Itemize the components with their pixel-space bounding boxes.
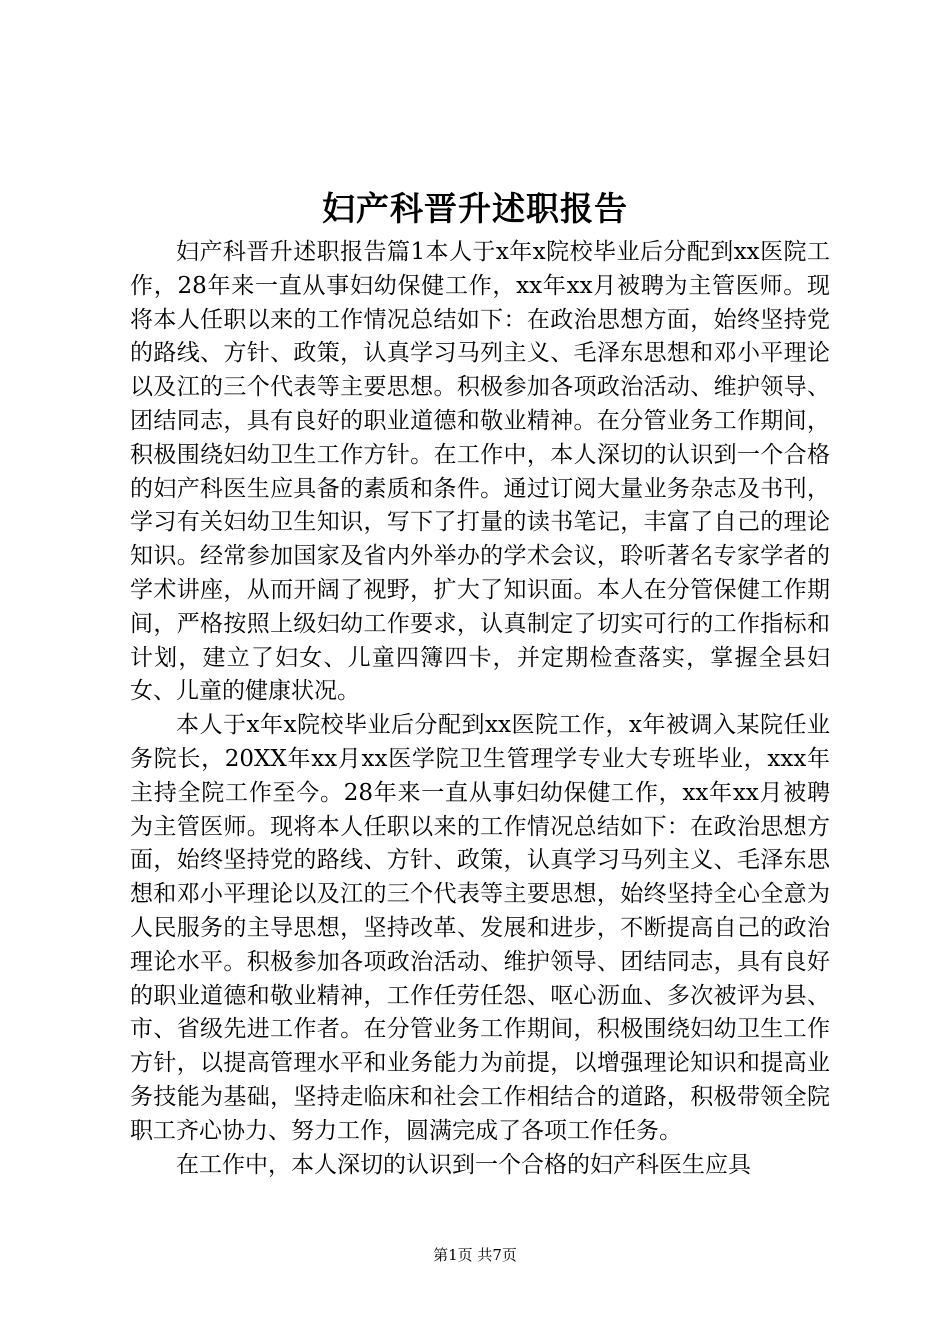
- page-footer: 第1页 共7页: [433, 1246, 517, 1264]
- paragraph-1: 妇产科晋升述职报告篇1本人于x年x院校毕业后分配到xx医院工作，28年来一直从事妇幼保健工作，xx年xx月被聘为主管医师。现将本人任职以来的工作情况总结如下：在政治思想方面，始终坚持党的路线、方针、政策，认真学习马列主义、毛泽东思想和邓小平理论以及江的三个代表等主要思想。积极参加各项政治活动、维护领导、团结同志，具有良好的职业道德和敬业精神。在分管业务工作期间，积极围绕妇幼卫生工作方针。在工作中，本人深切的认识到一个合格的妇产科医生应具备的素质和条件。通过订阅大量业务杂志及书刊，学习有关妇幼卫生知识，写下了打量的读书笔记，丰富了自己的理论知识。经常参加国家及省内外举办的学术会议，聆听著名专家学者的学术讲座，从而开阔了视野，扩大了知识面。本人在分管保健工作期间，严格按照上级妇幼工作要求，认真制定了切实可行的工作指标和计划，建立了妇女、儿童四簿四卡，并定期检查落实，掌握全县妇女、儿童的健康状况。: [130, 239, 830, 705]
- document-title: 妇产科晋升述职报告: [322, 189, 628, 228]
- paragraph-2: 本人于x年x院校毕业后分配到xx医院工作，x年被调入某院任业务院长，20XX年xx月xx医学院卫生管理学专业大专班毕业，xxx年主持全院工作至今。28年来一直从事妇幼保健工作，xx年xx月被聘为主管医师。现将本人任职以来的工作情况总结如下：在政治思想方面，始终坚持党的路线、方针、政策，认真学习马列主义、毛泽东思想和邓小平理论以及江的三个代表等主要思想，始终坚持全心全意为人民服务的主导思想，坚持改革、发展和进步，不断提高自己的政治理论水平。积极参加各项政治活动、维护领导、团结同志，具有良好的职业道德和敬业精神，工作任劳任怨、呕心沥血、多次被评为县、市、省级先进工作者。在分管业务工作期间，积极围绕妇幼卫生工作方针，以提高管理水平和业务能力为前提，以增强理论知识和提高业务技能为基础，坚持走临床和社会工作相结合的道路，积极带领全院职工齐心协力、努力工作，圆满完成了各项工作任务。: [130, 712, 830, 1144]
- document-body: [130, 236, 830, 1182]
- paragraph-3: 在工作中，本人深切的认识到一个合格的妇产科医生应具: [176, 1151, 751, 1178]
